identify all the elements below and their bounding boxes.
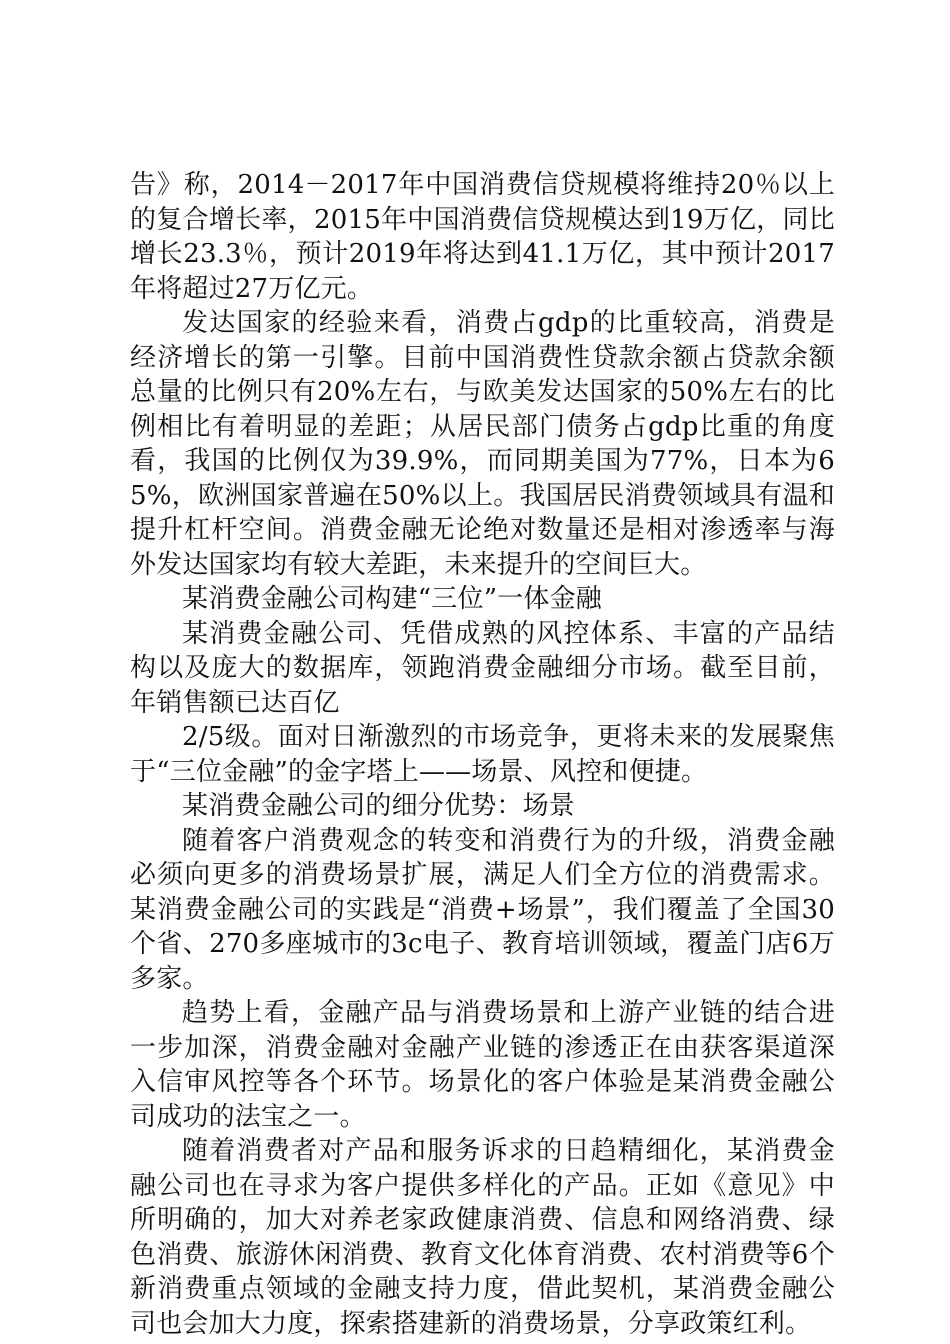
paragraph-diversified-products: 随着消费者对产品和服务诉求的日趋精细化，某消费金融公司也在寻求为客户提供多样化的产品。正如《意见》中所明确的，加大对养老家政健康消费、信息和网络消费、绿色消费、旅游休闲消费、教育文化体育消费、农村消费等6个新消费重点领域的金融支持力度，借此契机，某消费金融公司也会加大力度，探索搭建新的消费场景，分享政策红利。 (130, 1136, 835, 1339)
paragraph-pyramid-focus: 2/5级。面对日渐激烈的市场竞争，更将未来的发展聚焦于“三位金融”的金字塔上——场景、风控和便捷。 (130, 722, 835, 787)
paragraph-industry-trend: 趋势上看，金融产品与消费场景和上游产业链的结合进一步加深，消费金融对金融产业链的渗透正在由获客渠道深入信审风控等各个环节。场景化的客户体验是某消费金融公司成功的法宝之一。 (130, 998, 835, 1132)
paragraph-continuation: 告》称，2014－2017年中国消费信贷规模将维持20％以上的复合增长率，2015年中国消费信贷规模达到19万亿，同比增长23.3％，预计2019年将达到41.1万亿，其中预计2017年将超过27万亿元。 (130, 170, 835, 304)
paragraph-company-overview: 某消费金融公司、凭借成熟的风控体系、丰富的产品结构以及庞大的数据库，领跑消费金融细分市场。截至目前，年销售额已达百亿 (130, 618, 835, 718)
paragraph-consumption-scenarios: 随着客户消费观念的转变和消费行为的升级，消费金融必须向更多的消费场景扩展，满足人们全方位的消费需求。某消费金融公司的实践是“消费+场景”，我们覆盖了全国30个省、270多座城市的3c电子、教育培训领域，覆盖门店6万多家。 (130, 825, 835, 994)
section-heading-three-in-one: 某消费金融公司构建“三位”一体金融 (182, 584, 602, 614)
section-heading-scenario-advantage: 某消费金融公司的细分优势：场景 (182, 791, 576, 821)
paragraph-developed-countries: 发达国家的经验来看，消费占gdp的比重较高，消费是经济增长的第一引擎。目前中国消费性贷款余额占贷款余额总量的比例只有20%左右，与欧美发达国家的50%左右的比例相比有着明显的差距；从居民部门债务占gdp比重的角度看，我国的比例仅为39.9%，而同期美国为77%，日本为65%，欧洲国家普遍在50%以上。我国居民消费领域具有温和提升杠杆空间。消费金融无论绝对数量还是相对渗透率与海外发达国家均有较大差距，未来提升的空间巨大。 (130, 308, 835, 580)
document-body (130, 168, 835, 1341)
